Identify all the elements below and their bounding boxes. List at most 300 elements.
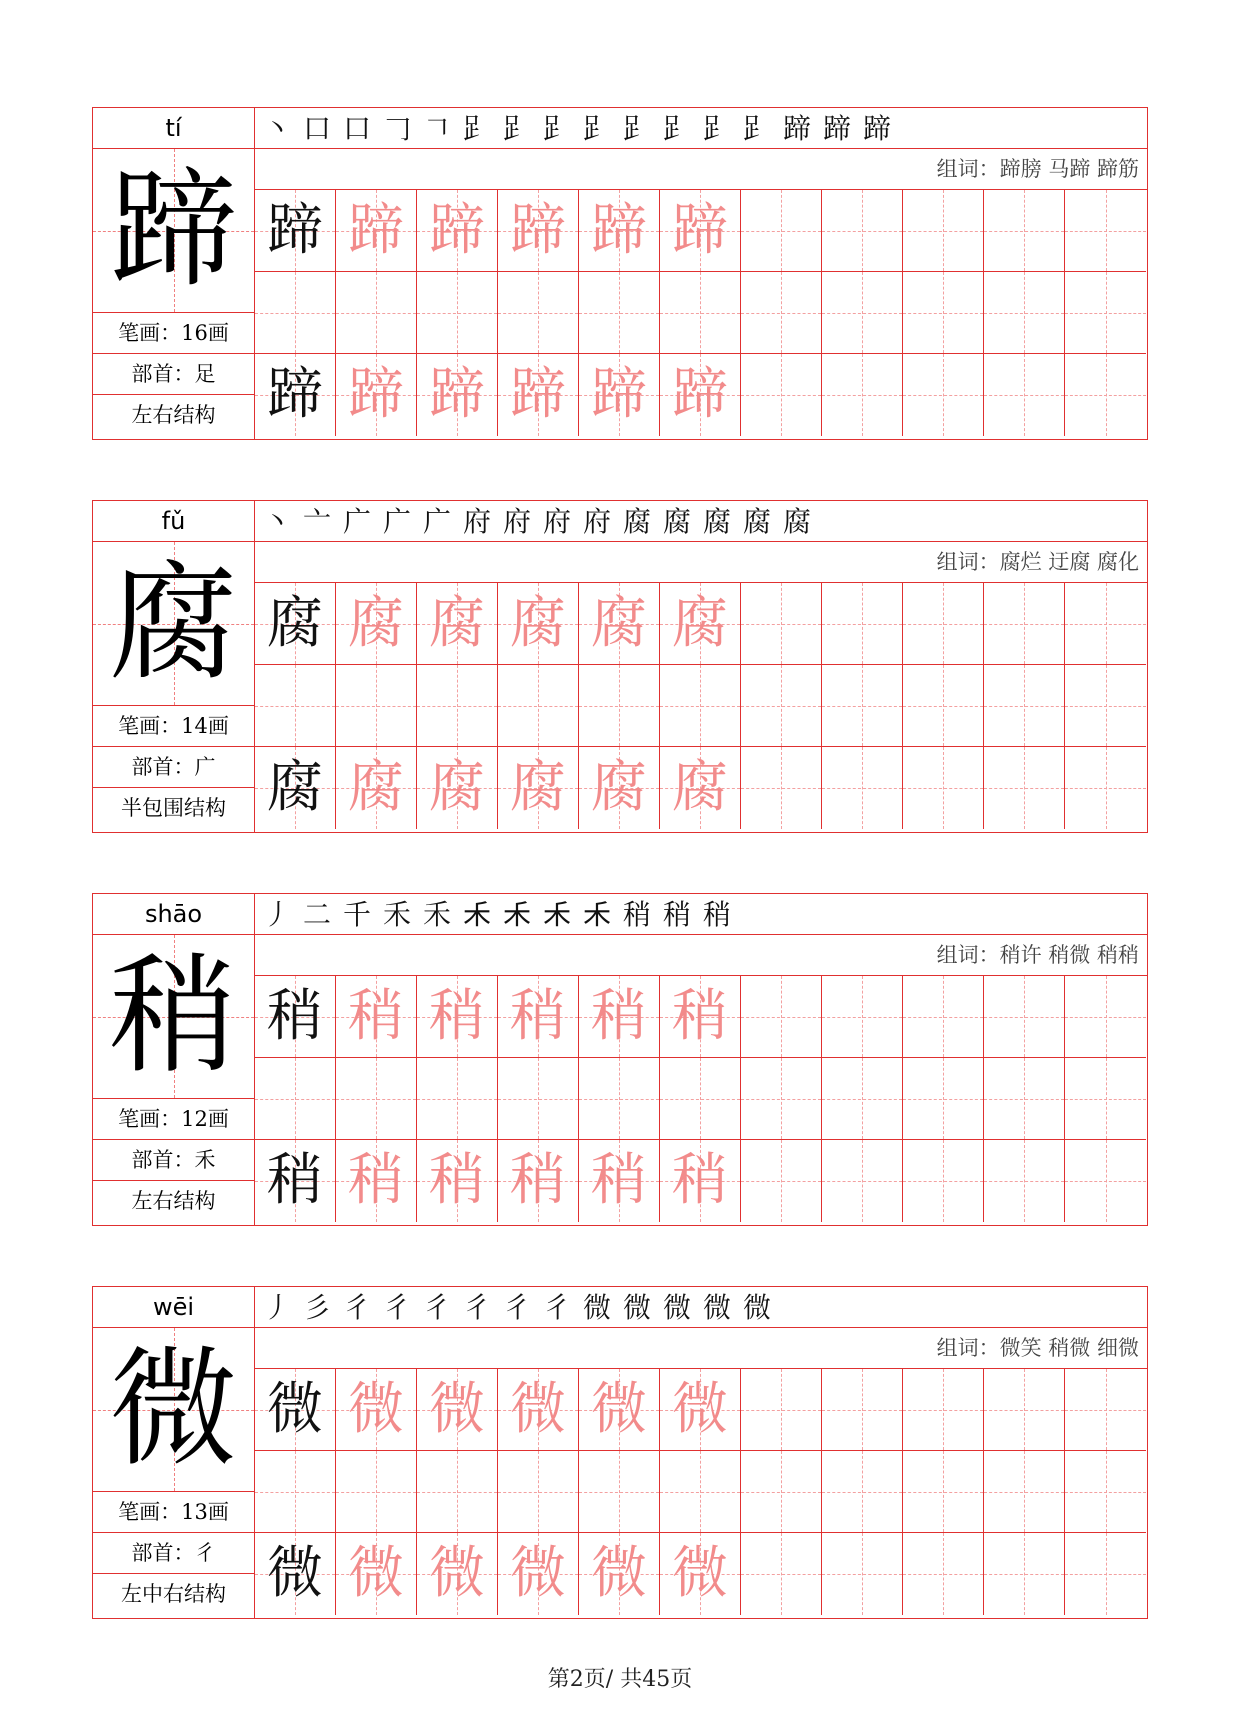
practice-cell[interactable] xyxy=(1065,1140,1146,1222)
example-character: 腐 xyxy=(267,591,323,656)
practice-cell[interactable] xyxy=(984,1369,1065,1451)
cell-guide-vertical xyxy=(295,665,296,746)
practice-cell[interactable] xyxy=(984,1451,1065,1533)
practice-cell[interactable] xyxy=(498,747,579,829)
practice-cell[interactable] xyxy=(1065,583,1146,665)
practice-cell[interactable] xyxy=(660,1369,741,1451)
practice-cell[interactable] xyxy=(1065,1058,1146,1140)
practice-cell[interactable] xyxy=(255,1451,336,1533)
practice-cell[interactable] xyxy=(1065,1451,1146,1533)
practice-cell[interactable] xyxy=(255,747,336,829)
practice-cell[interactable] xyxy=(660,190,741,272)
practice-cell[interactable] xyxy=(498,190,579,272)
trace-character: 蹄 xyxy=(429,198,485,263)
practice-cell[interactable] xyxy=(498,272,579,354)
cell-guide-vertical xyxy=(619,272,620,353)
example-character: 稍 xyxy=(267,984,323,1049)
cell-guide-vertical xyxy=(295,272,296,353)
practice-cell[interactable] xyxy=(336,747,417,829)
cell-guide-vertical xyxy=(1106,583,1107,664)
character-info-panel xyxy=(93,894,255,1225)
stroke-order-row xyxy=(255,894,1147,935)
trace-character: 蹄 xyxy=(510,198,566,263)
practice-cell[interactable] xyxy=(984,354,1065,436)
trace-character: 蹄 xyxy=(429,362,485,427)
practice-cell[interactable] xyxy=(984,190,1065,272)
practice-cell[interactable] xyxy=(255,190,336,272)
trace-character: 稍 xyxy=(429,984,485,1049)
practice-cell[interactable] xyxy=(336,272,417,354)
cell-guide-vertical xyxy=(619,665,620,746)
pinyin-label: wēi xyxy=(93,1287,254,1328)
practice-cell[interactable] xyxy=(336,583,417,665)
practice-cell[interactable] xyxy=(903,272,984,354)
cell-guide-vertical xyxy=(862,583,863,664)
cell-guide-vertical xyxy=(943,1533,944,1615)
trace-character: 微 xyxy=(672,1541,728,1606)
practice-cell[interactable] xyxy=(255,583,336,665)
practice-cell[interactable] xyxy=(741,1140,822,1222)
practice-cell[interactable] xyxy=(660,1058,741,1140)
cell-guide-vertical xyxy=(619,1058,620,1139)
stroke-step: 腐 xyxy=(742,505,771,538)
cell-guide-vertical xyxy=(1106,976,1107,1057)
cell-guide-vertical xyxy=(862,190,863,271)
practice-cell[interactable] xyxy=(1065,747,1146,829)
stroke-step: 蹄 xyxy=(862,112,891,145)
cell-guide-vertical xyxy=(1106,1533,1107,1615)
practice-cell[interactable] xyxy=(741,1533,822,1615)
example-character: 微 xyxy=(267,1541,323,1606)
practice-cell[interactable] xyxy=(417,1533,498,1615)
trace-character: 蹄 xyxy=(510,362,566,427)
stroke-step: 𧾷 xyxy=(542,112,571,145)
trace-character: 微 xyxy=(510,1377,566,1442)
model-character-box xyxy=(93,542,254,706)
cell-guide-vertical xyxy=(1024,1533,1025,1615)
practice-cell[interactable] xyxy=(255,1533,336,1615)
practice-cell[interactable] xyxy=(255,1140,336,1222)
page-footer: 第2页/ 共45页 xyxy=(547,1667,693,1692)
stroke-step: 腐 xyxy=(622,505,651,538)
stroke-step: 微 xyxy=(582,1291,611,1324)
practice-cell[interactable] xyxy=(1065,354,1146,436)
practice-cell[interactable] xyxy=(984,976,1065,1058)
practice-cell[interactable] xyxy=(417,747,498,829)
practice-cell[interactable] xyxy=(336,1140,417,1222)
cell-guide-vertical xyxy=(781,583,782,664)
stroke-step: 广 xyxy=(422,505,451,538)
trace-character: 腐 xyxy=(429,591,485,656)
cell-guide-vertical xyxy=(1024,354,1025,436)
practice-cell[interactable] xyxy=(984,272,1065,354)
practice-cell[interactable] xyxy=(498,1533,579,1615)
example-character: 稍 xyxy=(267,1148,323,1213)
trace-character: 稍 xyxy=(429,1148,485,1213)
practice-cell[interactable] xyxy=(660,976,741,1058)
practice-cell[interactable] xyxy=(255,665,336,747)
practice-cell[interactable] xyxy=(822,1140,903,1222)
structure-label: 左右结构 xyxy=(131,403,216,427)
practice-cell[interactable] xyxy=(903,354,984,436)
practice-cell[interactable] xyxy=(579,747,660,829)
stroke-step: 𧾷 xyxy=(502,112,531,145)
trace-character: 腐 xyxy=(672,591,728,656)
practice-cell[interactable] xyxy=(1065,272,1146,354)
practice-cell[interactable] xyxy=(498,1451,579,1533)
practice-cell[interactable] xyxy=(822,272,903,354)
radical-label: 部首：广 xyxy=(93,747,254,788)
stroke-count-label: 笔画：12画 xyxy=(93,1099,254,1140)
practice-cell[interactable] xyxy=(1065,976,1146,1058)
trace-character: 蹄 xyxy=(348,198,404,263)
practice-cell[interactable] xyxy=(579,354,660,436)
practice-cell[interactable] xyxy=(579,1369,660,1451)
practice-cell[interactable] xyxy=(984,747,1065,829)
cell-guide-vertical xyxy=(943,583,944,664)
trace-character: 腐 xyxy=(429,755,485,820)
practice-cell[interactable] xyxy=(984,583,1065,665)
practice-cell[interactable] xyxy=(903,665,984,747)
practice-cell[interactable] xyxy=(741,976,822,1058)
stroke-order-row xyxy=(255,108,1147,149)
practice-cell[interactable] xyxy=(984,1058,1065,1140)
practice-cell[interactable] xyxy=(984,1140,1065,1222)
cell-guide-vertical xyxy=(1106,747,1107,829)
stroke-step: 千 xyxy=(342,898,371,931)
practice-cell[interactable] xyxy=(417,976,498,1058)
practice-cell[interactable] xyxy=(660,354,741,436)
practice-cell[interactable] xyxy=(579,583,660,665)
stroke-step: 𧾷 xyxy=(742,112,771,145)
cell-guide-vertical xyxy=(1024,1140,1025,1222)
practice-cell[interactable] xyxy=(255,1369,336,1451)
stroke-step: 广 xyxy=(382,505,411,538)
practice-cell[interactable] xyxy=(660,747,741,829)
cell-guide-vertical xyxy=(862,1369,863,1450)
stroke-step: 彳 xyxy=(382,1291,411,1324)
practice-cell[interactable] xyxy=(822,665,903,747)
practice-cell[interactable] xyxy=(336,1058,417,1140)
cell-guide-vertical xyxy=(1106,190,1107,271)
practice-cell[interactable] xyxy=(498,583,579,665)
stroke-step: 腐 xyxy=(662,505,691,538)
cell-guide-vertical xyxy=(1024,190,1025,271)
cell-guide-vertical xyxy=(1106,1451,1107,1532)
practice-cell[interactable] xyxy=(336,190,417,272)
practice-area xyxy=(255,1287,1147,1618)
cell-guide-vertical xyxy=(943,190,944,271)
trace-character: 稍 xyxy=(591,984,647,1049)
practice-cell[interactable] xyxy=(903,1058,984,1140)
radical-label: 部首：足 xyxy=(93,354,254,395)
cell-guide-vertical xyxy=(457,665,458,746)
cell-guide-vertical xyxy=(781,354,782,436)
character-sheet xyxy=(92,1286,1148,1619)
practice-cell[interactable] xyxy=(822,354,903,436)
practice-cell[interactable] xyxy=(579,976,660,1058)
practice-cell[interactable] xyxy=(903,1140,984,1222)
practice-cell[interactable] xyxy=(336,1533,417,1615)
cell-guide-vertical xyxy=(1106,1369,1107,1450)
practice-cell[interactable] xyxy=(822,1533,903,1615)
cell-guide-vertical xyxy=(862,1140,863,1222)
practice-cell[interactable] xyxy=(417,190,498,272)
structure-label: 左右结构 xyxy=(131,1189,216,1213)
practice-cell[interactable] xyxy=(498,665,579,747)
practice-cell[interactable] xyxy=(417,1451,498,1533)
stroke-step: 稍 xyxy=(622,898,651,931)
cell-guide-vertical xyxy=(457,272,458,353)
practice-cell[interactable] xyxy=(255,976,336,1058)
cell-guide-vertical xyxy=(700,272,701,353)
model-character: 微 xyxy=(109,1335,238,1484)
practice-cell[interactable] xyxy=(336,976,417,1058)
practice-cell[interactable] xyxy=(498,976,579,1058)
stroke-step: 𥝌 xyxy=(502,898,531,931)
stroke-step: 彡 xyxy=(302,1291,331,1324)
practice-cell[interactable] xyxy=(741,583,822,665)
practice-cell[interactable] xyxy=(1065,1533,1146,1615)
cell-guide-vertical xyxy=(1024,272,1025,353)
stroke-step: 𥝌 xyxy=(542,898,571,931)
example-words: 组词：腐烂 迂腐 腐化 xyxy=(255,542,1147,583)
practice-cell[interactable] xyxy=(498,354,579,436)
practice-cell[interactable] xyxy=(903,1451,984,1533)
pinyin-label: tí xyxy=(93,108,254,149)
practice-cell[interactable] xyxy=(660,1533,741,1615)
practice-cell[interactable] xyxy=(579,1140,660,1222)
stroke-step: 𠃌 xyxy=(382,112,411,145)
practice-cell[interactable] xyxy=(255,354,336,436)
example-character: 蹄 xyxy=(267,362,323,427)
stroke-step: 微 xyxy=(742,1291,771,1324)
stroke-step: 禾 xyxy=(422,898,451,931)
practice-cell[interactable] xyxy=(417,583,498,665)
cell-guide-vertical xyxy=(1024,665,1025,746)
stroke-step: 丶 xyxy=(262,112,291,145)
cell-guide-vertical xyxy=(781,976,782,1057)
practice-cell[interactable] xyxy=(579,1451,660,1533)
practice-cell[interactable] xyxy=(741,1451,822,1533)
practice-cell[interactable] xyxy=(984,665,1065,747)
practice-cell[interactable] xyxy=(579,272,660,354)
trace-character: 微 xyxy=(348,1377,404,1442)
character-info-panel xyxy=(93,501,255,832)
trace-character: 稍 xyxy=(591,1148,647,1213)
practice-cell[interactable] xyxy=(741,747,822,829)
practice-cell[interactable] xyxy=(903,1533,984,1615)
structure-label: 半包围结构 xyxy=(121,796,226,820)
practice-cell[interactable] xyxy=(417,1058,498,1140)
practice-cell[interactable] xyxy=(579,1058,660,1140)
practice-cell[interactable] xyxy=(741,1369,822,1451)
stroke-step: 𥝌 xyxy=(462,898,491,931)
stroke-step: 稍 xyxy=(702,898,731,931)
practice-cell[interactable] xyxy=(822,583,903,665)
practice-cell[interactable] xyxy=(660,1451,741,1533)
cell-guide-vertical xyxy=(781,1058,782,1139)
cell-guide-vertical xyxy=(1024,583,1025,664)
stroke-step: 腐 xyxy=(782,505,811,538)
practice-cell[interactable] xyxy=(822,747,903,829)
trace-character: 腐 xyxy=(672,755,728,820)
stroke-step: 彳 xyxy=(462,1291,491,1324)
character-sheet xyxy=(92,500,1148,833)
practice-cell[interactable] xyxy=(660,665,741,747)
practice-cell[interactable] xyxy=(822,1451,903,1533)
practice-cell[interactable] xyxy=(903,976,984,1058)
trace-character: 稍 xyxy=(348,1148,404,1213)
cell-guide-vertical xyxy=(1106,1058,1107,1139)
practice-cell[interactable] xyxy=(903,1369,984,1451)
pinyin-label: shāo xyxy=(93,894,254,935)
practice-cell[interactable] xyxy=(1065,665,1146,747)
cell-guide-vertical xyxy=(781,747,782,829)
stroke-step: 蹄 xyxy=(822,112,851,145)
cell-guide-vertical xyxy=(1106,354,1107,436)
model-character-box xyxy=(93,935,254,1099)
practice-cell[interactable] xyxy=(903,747,984,829)
practice-cell[interactable] xyxy=(660,272,741,354)
practice-cell[interactable] xyxy=(336,1369,417,1451)
practice-area xyxy=(255,501,1147,832)
trace-character: 腐 xyxy=(510,591,566,656)
practice-cell[interactable] xyxy=(255,272,336,354)
stroke-step: 𠃍 xyxy=(422,112,451,145)
practice-cell[interactable] xyxy=(255,1058,336,1140)
trace-character: 腐 xyxy=(348,755,404,820)
practice-cell[interactable] xyxy=(741,1058,822,1140)
stroke-step: 𧾷 xyxy=(662,112,691,145)
cell-guide-vertical xyxy=(1106,665,1107,746)
cell-guide-vertical xyxy=(1106,272,1107,353)
stroke-step: 府 xyxy=(502,505,531,538)
cell-guide-vertical xyxy=(943,272,944,353)
cell-guide-vertical xyxy=(538,665,539,746)
example-character: 蹄 xyxy=(267,198,323,263)
stroke-step: 彳 xyxy=(422,1291,451,1324)
cell-guide-vertical xyxy=(376,1451,377,1532)
cell-guide-vertical xyxy=(1024,1369,1025,1450)
cell-guide-vertical xyxy=(1024,747,1025,829)
practice-cell[interactable] xyxy=(822,1369,903,1451)
trace-character: 微 xyxy=(672,1377,728,1442)
cell-guide-vertical xyxy=(376,665,377,746)
cell-guide-vertical xyxy=(862,1533,863,1615)
stroke-step: 口 xyxy=(342,112,371,145)
trace-character: 微 xyxy=(591,1541,647,1606)
trace-character: 稍 xyxy=(510,1148,566,1213)
cell-guide-vertical xyxy=(1024,1451,1025,1532)
character-info-panel xyxy=(93,108,255,439)
trace-character: 蹄 xyxy=(672,362,728,427)
trace-character: 蹄 xyxy=(348,362,404,427)
practice-cell[interactable] xyxy=(1065,190,1146,272)
stroke-step: 丿 xyxy=(262,898,291,931)
stroke-order-row xyxy=(255,501,1147,542)
model-character-box xyxy=(93,1328,254,1492)
practice-cell[interactable] xyxy=(822,1058,903,1140)
stroke-step: 𧾷 xyxy=(462,112,491,145)
practice-cell[interactable] xyxy=(660,583,741,665)
practice-cell[interactable] xyxy=(417,1369,498,1451)
character-sheet xyxy=(92,893,1148,1226)
cell-guide-vertical xyxy=(781,1451,782,1532)
stroke-step: 府 xyxy=(462,505,491,538)
practice-cell[interactable] xyxy=(903,190,984,272)
practice-cell[interactable] xyxy=(741,665,822,747)
model-character: 蹄 xyxy=(109,156,238,305)
trace-character: 蹄 xyxy=(591,198,647,263)
stroke-count-label: 笔画：13画 xyxy=(93,1492,254,1533)
model-character: 稍 xyxy=(109,942,238,1091)
cell-guide-vertical xyxy=(619,1451,620,1532)
cell-guide-vertical xyxy=(700,665,701,746)
practice-cell[interactable] xyxy=(336,354,417,436)
cell-guide-vertical xyxy=(457,1451,458,1532)
practice-cell[interactable] xyxy=(822,976,903,1058)
cell-guide-vertical xyxy=(781,272,782,353)
stroke-step: 微 xyxy=(662,1291,691,1324)
practice-cell[interactable] xyxy=(741,190,822,272)
stroke-order-row xyxy=(255,1287,1147,1328)
practice-cell[interactable] xyxy=(336,665,417,747)
practice-cell[interactable] xyxy=(579,1533,660,1615)
practice-cell[interactable] xyxy=(660,1140,741,1222)
practice-cell[interactable] xyxy=(498,1058,579,1140)
practice-cell[interactable] xyxy=(498,1140,579,1222)
practice-cell[interactable] xyxy=(417,1140,498,1222)
practice-cell[interactable] xyxy=(579,665,660,747)
practice-cell[interactable] xyxy=(741,272,822,354)
trace-character: 蹄 xyxy=(591,362,647,427)
practice-cell[interactable] xyxy=(417,272,498,354)
cell-guide-vertical xyxy=(781,1369,782,1450)
practice-cell[interactable] xyxy=(417,665,498,747)
practice-cell[interactable] xyxy=(579,190,660,272)
cell-guide-vertical xyxy=(943,1140,944,1222)
practice-cell[interactable] xyxy=(336,1451,417,1533)
practice-cell[interactable] xyxy=(1065,1369,1146,1451)
practice-cell[interactable] xyxy=(741,354,822,436)
radical-label: 部首：彳 xyxy=(93,1533,254,1574)
cell-guide-vertical xyxy=(376,272,377,353)
stroke-step: 微 xyxy=(702,1291,731,1324)
cell-guide-vertical xyxy=(862,1058,863,1139)
character-sheet xyxy=(92,107,1148,440)
trace-character: 稍 xyxy=(348,984,404,1049)
cell-guide-vertical xyxy=(1106,1140,1107,1222)
practice-cell[interactable] xyxy=(417,354,498,436)
stroke-step: 丿 xyxy=(262,1291,291,1324)
structure-label: 左中右结构 xyxy=(121,1582,226,1606)
stroke-step: 二 xyxy=(302,898,331,931)
practice-cell[interactable] xyxy=(822,190,903,272)
practice-cell[interactable] xyxy=(903,583,984,665)
stroke-step: 𧾷 xyxy=(702,112,731,145)
trace-character: 微 xyxy=(429,1377,485,1442)
cell-guide-vertical xyxy=(376,1058,377,1139)
trace-character: 腐 xyxy=(591,755,647,820)
cell-guide-vertical xyxy=(862,272,863,353)
practice-cell[interactable] xyxy=(984,1533,1065,1615)
stroke-step: 微 xyxy=(622,1291,651,1324)
character-info-panel xyxy=(93,1287,255,1618)
stroke-step: 𧾷 xyxy=(582,112,611,145)
practice-cell[interactable] xyxy=(498,1369,579,1451)
stroke-step: 府 xyxy=(542,505,571,538)
